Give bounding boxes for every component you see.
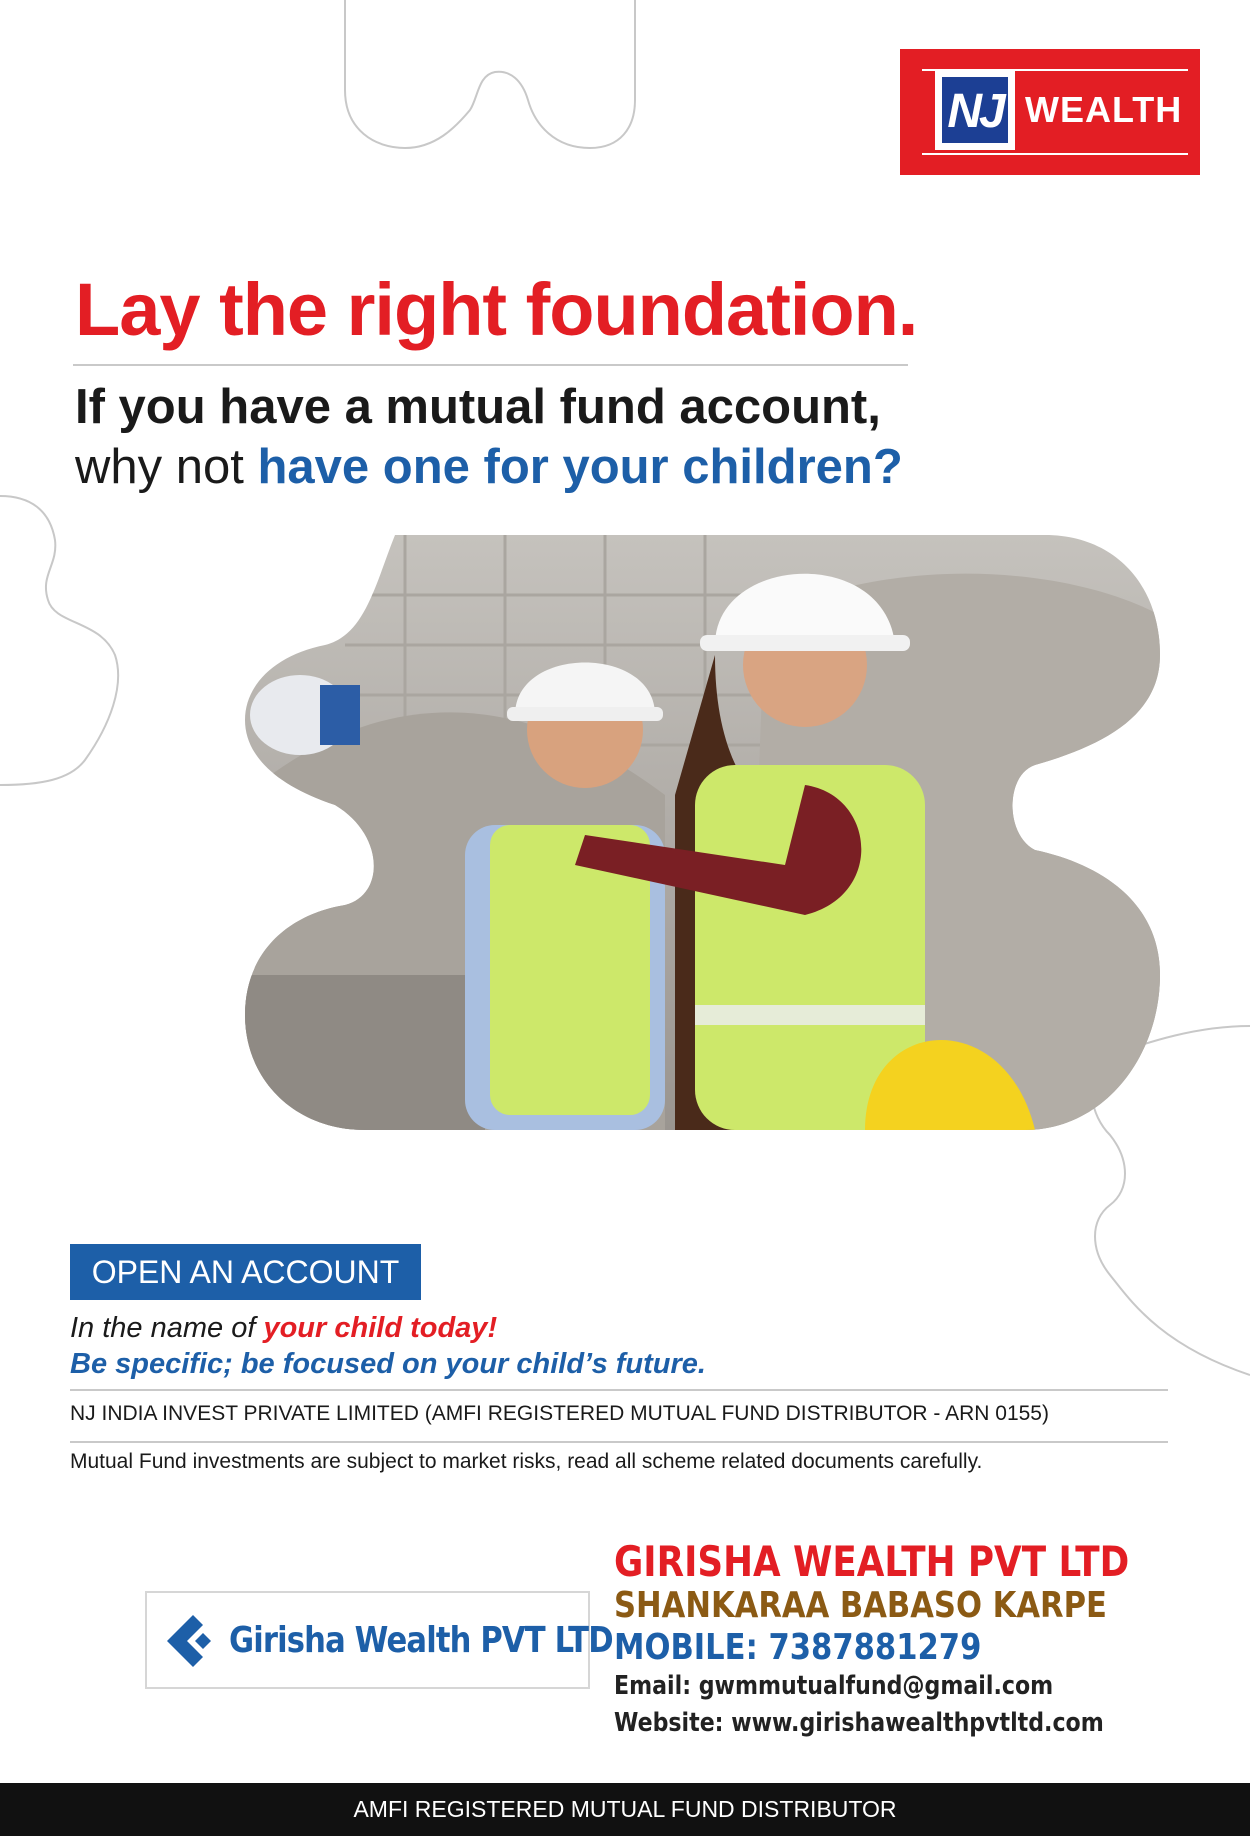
distributor-website: Website: www.girishawealthpvtltd.com	[614, 1708, 1104, 1738]
footer-banner: AMFI REGISTERED MUTUAL FUND DISTRIBUTOR	[0, 1783, 1250, 1836]
legal-divider-bottom	[70, 1441, 1168, 1443]
cta-tagline-highlight: your child today!	[263, 1312, 498, 1344]
cta-tagline-2: Be specific; be focused on your child’s future.	[70, 1348, 706, 1380]
legal-divider-top	[70, 1389, 1168, 1391]
nj-logo-mark-text: NJ	[942, 77, 1008, 143]
logo-rule-bottom	[922, 153, 1188, 155]
distributor-disclosure: NJ INDIA INVEST PRIVATE LIMITED (AMFI REGISTERED MUTUAL FUND DISTRIBUTOR - ARN 0155)	[70, 1402, 1049, 1425]
distributor-mobile: MOBILE: 7387881279	[614, 1627, 982, 1668]
subheadline-line-1: If you have a mutual fund account,	[75, 380, 881, 434]
girisha-logo-card	[145, 1591, 613, 1689]
girisha-chevron-icon	[159, 1611, 223, 1671]
nj-logo-mark	[935, 70, 1015, 150]
subheadline-prefix: why not	[75, 440, 258, 494]
headline-divider	[73, 364, 908, 366]
nj-wealth-logo	[900, 49, 1200, 175]
cta-tagline-1	[70, 1310, 497, 1346]
page-title: Lay the right foundation.	[75, 268, 918, 351]
girisha-logo-name: Girisha Wealth PVT LTD	[229, 1620, 613, 1661]
cta-tagline-prefix: In the name of	[70, 1312, 264, 1344]
distributor-person: SHANKARAA BABASO KARPE	[614, 1585, 1107, 1626]
distributor-company: GIRISHA WEALTH PVT LTD	[614, 1537, 1130, 1586]
wealth-logo-text: WEALTH	[1025, 89, 1183, 130]
subheadline-line-2	[75, 437, 903, 497]
risk-disclaimer: Mutual Fund investments are subject to market risks, read all scheme related documents carefully.	[70, 1450, 983, 1473]
children-hardhats-photo	[245, 535, 1160, 1130]
distributor-email: Email: gwmmutualfund@gmail.com	[614, 1671, 1054, 1701]
subheadline-highlight: have one for your children?	[257, 440, 903, 494]
open-account-button[interactable]: OPEN AN ACCOUNT	[70, 1244, 421, 1300]
